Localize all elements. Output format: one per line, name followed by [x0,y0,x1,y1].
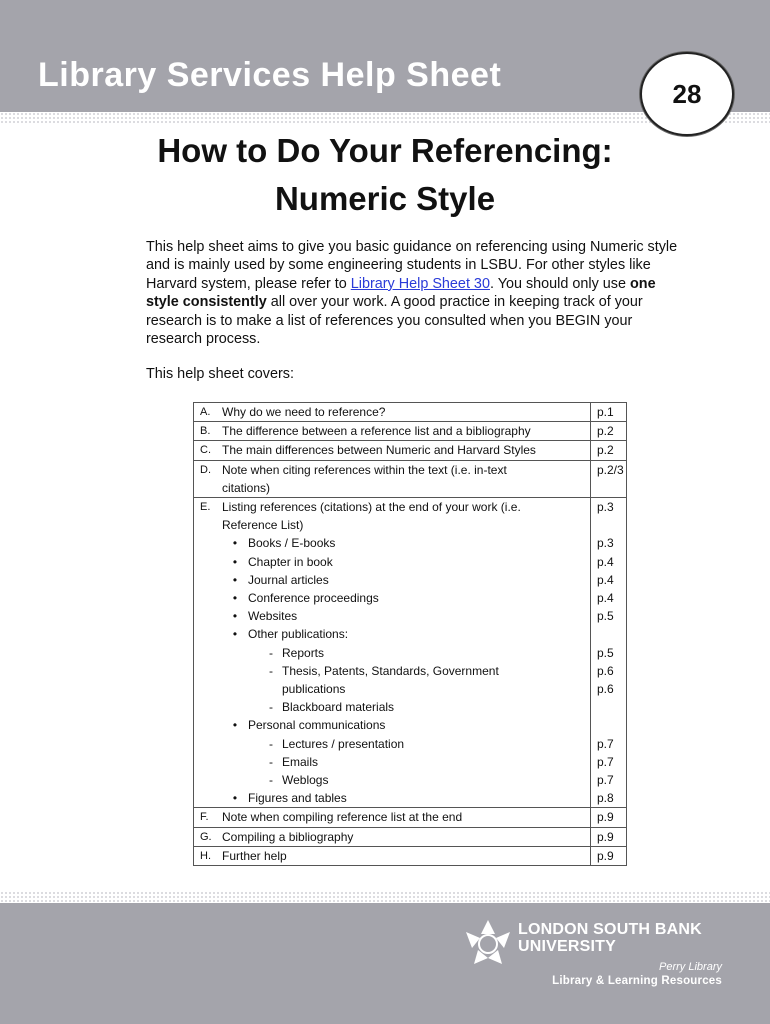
section-title [222,460,591,497]
intro-text-2: . You should only use [489,275,630,292]
list-item: - Emails [222,753,590,771]
intro-text-1: This help sheet aims to give you basic guidance on referencing using Numeric style and is mainly used by some engineering students in LSBU. For other styles like Harvard system, please refer to [146,239,678,292]
list-item: • Books / E-books [222,534,590,552]
intro-paragraph [146,238,686,348]
document-title-line2: Numeric Style [274,180,496,217]
bullet-icon: • [232,572,238,587]
section-page: p.9 [591,827,627,846]
table-row [194,498,627,808]
section-page: p.9 [591,846,627,865]
page-ref: p.3 [597,500,614,515]
list-item: - Reports [222,644,590,662]
page-ref: p.3 [597,536,614,551]
section-title: The main differences between Numeric and Harvard Styles [222,441,591,460]
page-ref: p.4 [597,572,614,587]
table-row [194,827,627,846]
section-title [222,498,591,808]
section-title-line: Note when citing references within the text (i.e. in-text [222,462,507,477]
university-name [518,921,702,955]
section-letter: D. [194,460,223,497]
list-item: - Thesis, Patents, Standards, Government [222,662,590,680]
list-item: • Figures and tables [222,789,590,807]
list-item: • Other publications: [222,625,590,643]
table-row [194,846,627,865]
section-letter: B. [194,422,223,441]
section-page [591,498,627,808]
bullet-icon: • [232,718,238,733]
section-title-line: Listing references (citations) at the end of your work (i.e. [222,500,521,515]
section-title: Further help [222,846,591,865]
section-title: Why do we need to reference? [222,403,591,422]
bullet-icon: • [232,536,238,551]
table-row [194,808,627,827]
page-ref: p.4 [597,591,614,606]
section-title: The difference between a reference list and a bibliography [222,422,591,441]
university-name-line2: UNIVERSITY [518,938,617,955]
footer-dot-pattern [0,891,770,903]
page-ref: p.8 [597,791,614,806]
list-item: - Blackboard materials [222,698,590,716]
section-letter: C. [194,441,223,460]
section-letter: A. [194,403,223,422]
section-page: p.2 [591,422,627,441]
bullet-icon: • [232,591,238,606]
intro-text-3: all over your work. A good practice in keeping track of your research is to make a list of references you consulted when you BEGIN your research process. [146,294,643,348]
document-title-line1: How to Do Your Referencing: [157,132,613,169]
library-name: Perry Library [659,961,722,973]
sheet-number: 28 [672,78,702,109]
table-row [194,460,627,497]
section-title-line: Reference List) [222,518,304,533]
university-logo-icon [462,918,514,966]
dash-icon: - [269,645,273,660]
header-title: Library Services Help Sheet [38,56,502,94]
list-item: - Weblogs [222,771,590,789]
section-page: p.2 [591,441,627,460]
list-item: • Journal articles [222,571,590,589]
university-name-line1: LONDON SOUTH BANK [518,921,702,938]
page-ref: p.7 [597,754,614,769]
section-page: p.9 [591,808,627,827]
section-title: Compiling a bibliography [222,827,591,846]
section-letter: G. [194,827,223,846]
bullet-icon: • [232,609,238,624]
bullet-icon: • [232,791,238,806]
section-letter: H. [194,846,223,865]
page-ref: p.6 [597,663,614,678]
list-item-continuation: publications [282,682,346,697]
page-ref: p.5 [597,609,614,624]
list-item: • Chapter in book [222,553,590,571]
list-item: • Conference proceedings [222,589,590,607]
page-ref: p.7 [597,773,614,788]
list-item: - Lectures / presentation [222,735,590,753]
section-letter: E. [194,498,223,808]
dash-icon: - [269,663,273,678]
section-page: p.1 [591,403,627,422]
intro-bold-text: one style consistently [146,275,656,311]
page-ref: p.7 [597,736,614,751]
bullet-icon: • [232,554,238,569]
sheet-number-badge [640,52,734,136]
dash-icon: - [269,736,273,751]
page-ref: p.5 [597,645,614,660]
section-page: p.2/3 [591,460,627,497]
section-title-line: citations) [222,480,271,495]
table-row [194,403,627,422]
table-row [194,422,627,441]
list-item: • Websites [222,607,590,625]
library-help-sheet-30-link[interactable]: Library Help Sheet 30 [350,275,490,292]
dash-icon: - [269,700,273,715]
dash-icon: - [269,773,273,788]
page-ref: p.6 [597,682,614,697]
dash-icon: - [269,754,273,769]
page-ref: p.4 [597,554,614,569]
bullet-icon: • [232,627,238,642]
section-letter: F. [194,808,223,827]
contents-table [193,402,627,866]
list-item: • Personal communications [222,716,590,734]
section-title: Note when compiling reference list at the end [222,808,591,827]
covers-label: This help sheet covers: [146,366,294,382]
table-row [194,441,627,460]
department-name: Library & Learning Resources [552,975,722,987]
